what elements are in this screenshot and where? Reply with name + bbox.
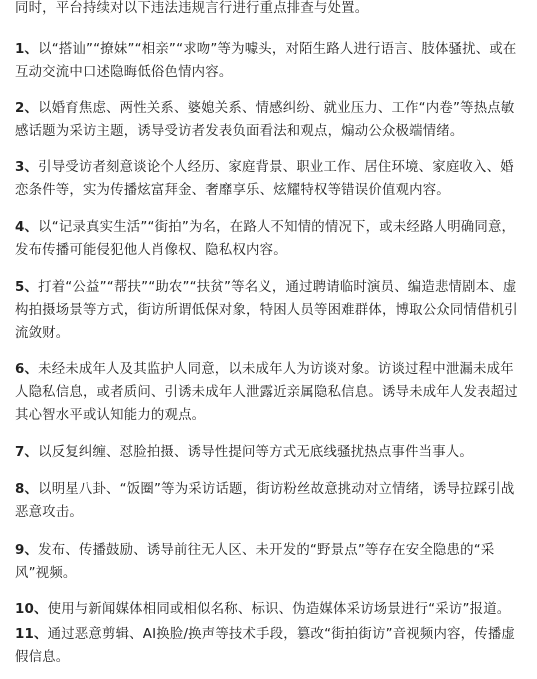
item-number: 4、: [15, 220, 39, 235]
item-text: 使用与新闻媒体相同或相似名称、标识、伪造媒体采访场景进行“采访”报道。: [47, 602, 511, 617]
item-number: 2、: [15, 101, 39, 116]
item-text: 以“搭讪”“撩妹”“相亲”“求吻”等为噱头，对陌生路人进行语言、肢体骚扰、或在互动交流中口述隐晦低俗色情内容。: [15, 42, 517, 80]
item-text: 通过恶意剪辑、AI换脸/换声等技术手段，篡改“街拍街访”音视频内容，传播虚假信息。: [15, 627, 516, 665]
item-number: 10、: [15, 602, 48, 617]
list-item-8: [15, 478, 523, 524]
list-item-6: [15, 358, 523, 427]
list-item-5: [15, 276, 523, 345]
item-number: 9、: [15, 543, 39, 558]
item-number: 3、: [15, 160, 39, 175]
item-text: 以反复纠缠、怼脸拍摄、诱导性提问等方式无底线骚扰热点事件当事人。: [38, 445, 474, 460]
list-item-7: [15, 441, 523, 464]
item-number: 11、: [15, 627, 48, 642]
item-text: 打着“公益”“帮扶”“助农”“扶贫”等名义，通过聘请临时演员、编造悲情剧本、虚构拍摄场景等方式，街访所谓低保对象，特困人员等困难群体，博取公众同情借机引流敛财。: [15, 280, 518, 341]
item-text: 以“记录真实生活”“街拍”为名，在路人不知情的情况下，或未经路人明确同意，发布传播可能侵犯他人肖像权、隐私权内容。: [15, 220, 516, 258]
item-text: 发布、传播鼓励、诱导前往无人区、未开发的“野景点”等存在安全隐患的“采风”视频。: [15, 543, 495, 581]
item-text: 引导受访者刻意谈论个人经历、家庭背景、职业工作、居住环境、家庭收入、婚恋条件等，实为传播炫富拜金、奢靡享乐、炫耀特权等错误价值观内容。: [15, 160, 514, 198]
item-number: 1、: [15, 42, 39, 57]
list-item-11: [15, 623, 523, 669]
list-item-2: [15, 97, 523, 143]
list-item-4: [15, 216, 523, 262]
item-number: 6、: [15, 362, 39, 377]
list-item-9: [15, 539, 523, 585]
item-text: 以婚育焦虑、两性关系、婆媳关系、情感纠纷、就业压力、工作“内卷”等热点敏感话题为采访主题，诱导受访者发表负面看法和观点，煽动公众极端情绪。: [15, 101, 515, 139]
item-number: 8、: [15, 482, 39, 497]
list-item-10: [15, 598, 523, 621]
item-number: 5、: [15, 280, 39, 295]
list-item-3: [15, 156, 523, 202]
item-text: 未经未成年人及其监护人同意，以未成年人为访谈对象。访谈过程中泄漏未成年人隐私信息，或者质问、引诱未成年人泄露近亲属隐私信息。诱导未成年人发表超过其心智水平或认知能力的观点。: [15, 362, 518, 423]
list-item-1: [15, 38, 523, 84]
intro-paragraph: 同时，平台持续对以下违法违规言行进行重点排查与处置。: [15, 1, 369, 16]
item-number: 7、: [15, 445, 39, 460]
item-text: 以明星八卦、“饭圈”等为采访话题，街访粉丝故意挑动对立情绪，诱导拉踩引战恶意攻击。: [15, 482, 515, 520]
